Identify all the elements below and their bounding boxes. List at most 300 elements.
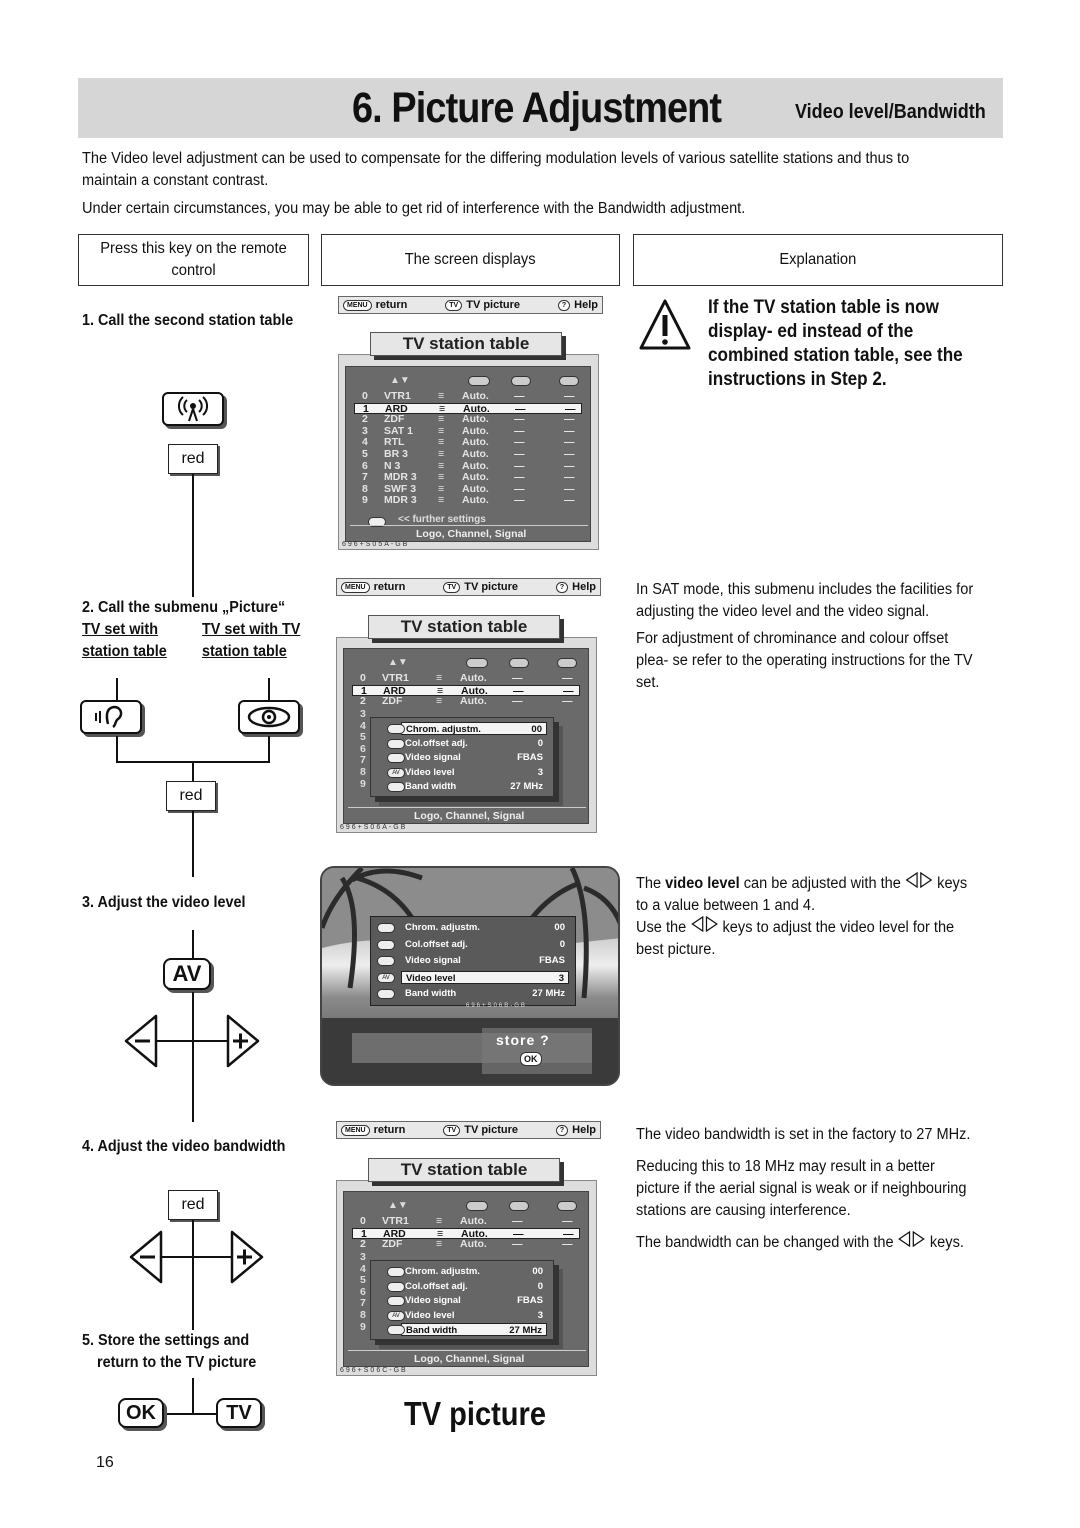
station-name: ZDF [384, 413, 405, 426]
signal-icon: ≡ [436, 695, 441, 708]
station-number: 3 [360, 1251, 366, 1263]
menu-item-value: 0 [559, 938, 565, 950]
intro-paragraph-1: The Video level adjustment can be used to compensate for the differing modulation levels of various satellite stations and thus to maintain a constant contrast. [82, 150, 910, 189]
blue-key-icon [387, 782, 405, 792]
menu-item-label: Band width [406, 1325, 458, 1336]
explanation-2b: For adjustment of chrominance and colour offset plea- se refer to the operating instructions for the TV set. [636, 630, 973, 691]
station-value-b: — [562, 1238, 573, 1251]
station-value-b: — [565, 402, 576, 415]
station-value-b: — [563, 1227, 574, 1240]
station-value-a: — [512, 1238, 523, 1251]
menu-item-value: 0 [537, 737, 543, 749]
picture-key[interactable] [238, 700, 300, 734]
menu-item-value: 27 MHz [532, 988, 565, 999]
menu-item-value: 3 [537, 766, 543, 778]
station-value-b: — [564, 448, 575, 460]
menu-item-label: Col.offset adj. [405, 938, 468, 950]
help-key-icon: ? [556, 1125, 568, 1136]
step-4-label: 4. Adjust the video bandwidth [82, 1138, 286, 1155]
connector-line [192, 474, 194, 597]
tv-picture-label: TV picture [466, 299, 521, 311]
av-icon: AV [387, 1311, 405, 1321]
station-mode: Auto. [462, 494, 489, 507]
menu-item-label: Band width [405, 988, 457, 999]
signal-icon: ≡ [438, 436, 443, 449]
station-row [354, 391, 582, 403]
station-mode: Auto. [463, 402, 490, 415]
sound-icon [387, 1282, 405, 1292]
sound-icon [377, 940, 395, 950]
station-table-rows [346, 391, 590, 511]
station-name: ARD [383, 684, 406, 697]
station-number: 4 [360, 1262, 366, 1275]
connector-line [192, 992, 194, 1122]
column-header-key-text: Press this key on the remote control [100, 240, 287, 279]
red-key-2[interactable]: red [166, 781, 216, 811]
menu-item-value: 27 MHz [510, 781, 543, 792]
tv-key-icon: TV [443, 582, 460, 593]
sort-arrows: ▲▼ [390, 375, 410, 386]
station-mode: Auto. [462, 390, 489, 402]
picture-menu-row [401, 1294, 547, 1307]
signal-icon: ≡ [436, 672, 441, 684]
menu-key-icon: MENU [341, 1125, 370, 1136]
picture-menu-row [401, 1265, 547, 1278]
screen-4-topbar [336, 1121, 601, 1139]
step-2-option-b-line1: TV set with TV [202, 621, 301, 638]
station-value-a: — [515, 402, 526, 415]
menu-item-value: 00 [531, 724, 542, 735]
station-number: 1 [361, 1227, 367, 1240]
step-2-option-a-line1: TV set with [82, 621, 159, 638]
text-run-bold: video level [665, 875, 740, 892]
signal-icon: ≡ [438, 459, 443, 472]
explanation-4b: Reducing this to 18 MHz may result in a better picture if the aerial signal is weak or if neighbouring stations are causing interference. [636, 1158, 967, 1219]
satellite-dish-icon [178, 395, 208, 423]
picture-menu-row [401, 1280, 547, 1293]
station-table-1 [345, 366, 591, 542]
connector-line [116, 736, 118, 762]
station-name: SAT 1 [384, 424, 413, 437]
sort-arrows: ▲▼ [388, 1200, 408, 1211]
connector-line [192, 811, 194, 877]
station-mode: Auto. [462, 436, 489, 449]
left-arrow-key[interactable] [122, 1014, 160, 1073]
menu-item-value: FBAS [517, 752, 543, 763]
column-header-explanation [633, 234, 1003, 286]
sort-arrows: ▲▼ [388, 657, 408, 668]
connector-line [268, 678, 270, 700]
station-number: 7 [362, 471, 368, 484]
ok-key-icon: OK [520, 1052, 542, 1066]
text-run: can be adjusted with the [739, 875, 905, 892]
station-number: 1 [361, 684, 367, 697]
av-icon: AV [377, 973, 395, 983]
satellite-key[interactable] [162, 392, 224, 426]
picture-column-icon [468, 376, 490, 386]
picture-menu-row [401, 987, 569, 1000]
station-table-4 [343, 1191, 589, 1367]
screen-1-title: TV station table [370, 332, 562, 356]
explanation-3b [636, 916, 980, 961]
menu-item-value: 0 [537, 1280, 543, 1292]
eye-icon [377, 923, 395, 933]
sound-column-icon [509, 1201, 529, 1211]
signal-icon: ≡ [438, 471, 443, 484]
menu-item-label: Col.offset adj. [405, 1280, 468, 1292]
warning-text: If the TV station table is now display- ed instead of the combined station table, see the instructions in Step 2. [708, 297, 963, 390]
station-number: 0 [360, 672, 366, 684]
page-title: 6. Picture Adjustment [352, 84, 722, 132]
text-run: The bandwidth can be changed with the [636, 1234, 898, 1251]
station-value-b: — [564, 459, 575, 472]
sound-key[interactable] [80, 700, 142, 734]
av-icon: AV [387, 768, 405, 778]
connector-line [268, 736, 270, 762]
menu-key-icon: MENU [341, 582, 370, 593]
signal-icon: ≡ [436, 1215, 441, 1227]
station-value-a: — [514, 471, 525, 484]
page-number: 16 [96, 1454, 114, 1471]
menu-item-label: Chrom. adjustm. [405, 1266, 480, 1277]
station-name: ZDF [382, 1238, 403, 1251]
divider [350, 525, 588, 526]
station-value-b: — [564, 413, 575, 426]
screen-1-topbar [338, 296, 603, 314]
step-2-option-b-line2: station table [202, 643, 287, 660]
station-value-a: — [513, 684, 524, 697]
station-number: 4 [360, 719, 366, 732]
connector-line [192, 1378, 194, 1414]
connector-line [160, 1256, 232, 1258]
figure-code-3: 696+S06B-GB [466, 1003, 527, 1009]
station-value-a: — [512, 672, 523, 684]
station-row [354, 449, 582, 461]
station-value-a: — [514, 482, 525, 495]
station-number: 8 [360, 766, 366, 778]
picture-menu-row [401, 722, 547, 735]
menu-item-label: Col.offset adj. [405, 737, 468, 749]
sound-icon [387, 739, 405, 749]
station-mode: Auto. [462, 448, 489, 460]
logo-channel-signal-label: Logo, Channel, Signal [416, 528, 527, 540]
station-number: 8 [362, 482, 368, 495]
step-3-label: 3. Adjust the video level [82, 894, 246, 911]
signal-icon: ≡ [438, 413, 443, 426]
menu-item-value: 27 MHz [509, 1325, 542, 1336]
station-mode: Auto. [462, 482, 489, 495]
tv-picture-preview [320, 866, 620, 1086]
station-mode: Auto. [462, 413, 489, 426]
tv-picture-label: TV picture [464, 1124, 519, 1136]
station-value-a: — [514, 459, 525, 472]
figure-code-4: 696+S06C-GB [340, 1367, 408, 1374]
return-label: return [373, 1124, 406, 1136]
red-key-1[interactable]: red [168, 444, 218, 474]
station-number: 2 [360, 1238, 366, 1251]
station-value-a: — [514, 494, 525, 507]
explanation-3a [636, 872, 980, 917]
column-header-key [78, 234, 309, 286]
left-right-keys-icon [898, 1231, 926, 1247]
minus-arrow-icon [127, 1230, 165, 1284]
picture-menu-row [401, 954, 569, 967]
station-number: 5 [360, 731, 366, 744]
menu-key-icon: MENU [343, 300, 372, 311]
picture-menu-row [401, 1309, 547, 1322]
left-right-keys-icon [690, 916, 718, 932]
station-number: 3 [362, 424, 368, 437]
explanation-2a: In SAT mode, this submenu includes the facilities for adjusting the video level and the video signal. [636, 581, 974, 620]
station-number: 9 [360, 777, 366, 790]
step-2-label: 2. Call the submenu „Picture“ [82, 599, 286, 616]
ear-sound-icon [94, 704, 128, 730]
menu-item-label: Chrom. adjustm. [406, 724, 481, 735]
signal-icon: ≡ [438, 482, 443, 495]
station-number: 5 [360, 1274, 366, 1287]
station-name: RTL [384, 436, 405, 449]
av-key[interactable]: AV [163, 958, 211, 990]
picture-column-icon [466, 658, 488, 668]
connector-line [116, 678, 118, 700]
satellite-column-icon [559, 376, 579, 386]
right-arrow-key[interactable] [224, 1014, 262, 1073]
picture-menu-row [401, 938, 569, 951]
page-subtitle: Video level/Bandwidth [795, 101, 986, 123]
red-key-3[interactable]: red [168, 1190, 218, 1220]
signal-icon: ≡ [438, 494, 443, 507]
station-value-a: — [513, 1227, 524, 1240]
step-5-label-line1: 5. Store the settings and [82, 1332, 250, 1349]
figure-code-1: 696+S05A-GB [342, 541, 410, 548]
column-header-screen [321, 234, 620, 286]
text-run: keys to a value between 1 and 4. [636, 875, 968, 914]
screen-2-title: TV station table [368, 615, 560, 639]
station-value-b: — [564, 390, 575, 402]
menu-item-label: Video level [405, 766, 455, 778]
station-number: 0 [362, 390, 368, 402]
station-value-b: — [562, 695, 573, 708]
signal-icon: ≡ [439, 402, 444, 415]
text-run: keys. [925, 1234, 964, 1251]
menu-item-value: 3 [558, 972, 564, 984]
tv-key-icon: TV [445, 300, 462, 311]
station-value-b: — [563, 684, 574, 697]
picture-menu-row [401, 780, 547, 793]
ok-key[interactable]: OK [118, 1398, 164, 1428]
station-name: ARD [385, 402, 408, 415]
station-number: 0 [360, 1215, 366, 1227]
station-row [352, 1239, 580, 1251]
picture-menu-row [401, 1323, 547, 1336]
station-number: 7 [360, 1297, 366, 1310]
station-number: 2 [362, 413, 368, 426]
menu-item-value: FBAS [539, 955, 565, 966]
blue-key-icon [387, 1325, 405, 1335]
station-name: BR 3 [384, 448, 408, 460]
connector-line [192, 930, 194, 958]
station-number: 6 [360, 1285, 366, 1298]
picture-menu-row [401, 971, 569, 984]
column-header-explanation-text: Explanation [779, 251, 857, 268]
text-run: The [636, 875, 666, 892]
station-number: 9 [362, 494, 368, 507]
menu-item-label: Video signal [405, 955, 461, 966]
station-value-a: — [512, 695, 523, 708]
step-1-label: 1. Call the second station table [82, 312, 294, 329]
station-number: 6 [360, 742, 366, 755]
satellite-column-icon [557, 1201, 577, 1211]
picture-column-icon [466, 1201, 488, 1211]
station-value-b: — [564, 424, 575, 437]
tv-key-icon: TV [443, 1125, 460, 1136]
connector-line [164, 1413, 218, 1415]
signal-icon: ≡ [438, 390, 443, 402]
signal-icon: ≡ [438, 448, 443, 460]
station-number: 8 [360, 1309, 366, 1321]
menu-item-value: 3 [537, 1309, 543, 1321]
station-number: 7 [360, 754, 366, 767]
station-table-header [344, 1200, 588, 1214]
picture-submenu-overlay [370, 916, 576, 1009]
figure-code-2: 696+S06A-GB [340, 824, 408, 831]
connector-line [192, 1220, 194, 1330]
divider [348, 807, 586, 808]
plus-arrow-icon [224, 1014, 262, 1068]
picture-submenu [370, 1260, 554, 1340]
text-run: keys to adjust the video level for the best picture. [636, 919, 955, 958]
station-row [352, 1216, 580, 1228]
connector-line [156, 1040, 228, 1042]
station-mode: Auto. [461, 684, 488, 697]
text-run: Use the [636, 919, 691, 936]
satellite-icon [387, 753, 405, 763]
sound-column-icon [509, 658, 529, 668]
menu-item-label: Video level [406, 972, 456, 984]
station-mode: Auto. [460, 1215, 487, 1227]
picture-submenu [370, 717, 554, 797]
logo-channel-signal-label: Logo, Channel, Signal [414, 810, 525, 822]
signal-icon: ≡ [438, 424, 443, 437]
station-row [352, 696, 580, 708]
station-value-a: — [514, 424, 525, 437]
picture-menu-row [401, 751, 547, 764]
warning-icon [638, 298, 692, 357]
station-table-header [344, 657, 588, 671]
station-value-b: — [562, 1215, 573, 1227]
left-right-keys-icon [905, 872, 933, 888]
explanation-4a: The video bandwidth is set in the factory to 27 MHz. [636, 1126, 971, 1143]
station-number: 9 [360, 1320, 366, 1333]
warning-triangle-icon [638, 298, 692, 352]
station-value-b: — [564, 482, 575, 495]
tv-picture-heading: TV picture [404, 1395, 546, 1432]
station-mode: Auto. [462, 471, 489, 484]
station-table-2 [343, 648, 589, 824]
station-value-b: — [564, 494, 575, 507]
station-name: MDR 3 [384, 494, 417, 507]
station-number: 2 [360, 695, 366, 708]
picture-menu-row [401, 766, 547, 779]
menu-item-label: Chrom. adjustm. [405, 922, 480, 933]
station-number: 5 [362, 448, 368, 460]
return-label: return [373, 581, 406, 593]
picture-menu-row [401, 737, 547, 750]
return-label: return [375, 299, 408, 311]
store-prompt [482, 1028, 592, 1074]
station-value-a: — [514, 436, 525, 449]
sound-column-icon [511, 376, 531, 386]
station-value-a: — [514, 413, 525, 426]
satellite-icon [387, 1296, 405, 1306]
divider [348, 1350, 586, 1351]
menu-item-value: FBAS [517, 1295, 543, 1306]
station-value-a: — [514, 448, 525, 460]
tv-key[interactable]: TV [216, 1398, 262, 1428]
screen-2-topbar [336, 578, 601, 596]
help-label: Help [572, 1124, 596, 1136]
station-number: 3 [360, 708, 366, 720]
step-5-label-line2: return to the TV picture [97, 1354, 257, 1371]
station-name: VTR1 [382, 672, 409, 684]
station-mode: Auto. [462, 459, 489, 472]
picture-menu-row [401, 921, 569, 934]
satellite-column-icon [557, 658, 577, 668]
logo-channel-signal-label: Logo, Channel, Signal [414, 1353, 525, 1365]
plus-arrow-icon [228, 1230, 266, 1284]
right-arrow-key[interactable] [228, 1230, 266, 1289]
station-name: SWF 3 [384, 482, 417, 495]
station-value-a: — [512, 1215, 523, 1227]
station-table-header [346, 375, 590, 389]
menu-item-label: Video level [405, 1309, 455, 1321]
menu-item-label: Video signal [405, 752, 461, 763]
menu-item-label: Video signal [405, 1295, 461, 1306]
station-mode: Auto. [460, 1238, 487, 1251]
help-label: Help [572, 581, 596, 593]
store-label: store ? [496, 1032, 550, 1048]
signal-icon: ≡ [436, 1238, 441, 1251]
tv-picture-label: TV picture [464, 581, 519, 593]
station-mode: Auto. [460, 695, 487, 708]
menu-item-label: Band width [405, 781, 457, 792]
minus-arrow-icon [122, 1014, 160, 1068]
blue-key-icon [377, 989, 395, 999]
satellite-icon [377, 956, 395, 966]
signal-icon: ≡ [437, 1227, 442, 1240]
screen-4-title: TV station table [368, 1158, 560, 1182]
left-arrow-key[interactable] [127, 1230, 165, 1289]
station-number: 1 [363, 402, 369, 415]
station-name: VTR1 [384, 390, 411, 402]
station-name: ARD [383, 1227, 406, 1240]
intro-paragraph-2: Under certain circumstances, you may be able to get rid of interference with the Bandwidth adjustment. [82, 200, 746, 217]
station-name: ZDF [382, 695, 403, 708]
further-settings-label: << further settings [398, 514, 486, 525]
help-key-icon: ? [556, 582, 568, 593]
station-value-b: — [564, 471, 575, 484]
menu-item-value: 00 [554, 922, 565, 933]
station-mode: Auto. [462, 424, 489, 437]
connector-line [192, 761, 194, 781]
signal-icon: ≡ [437, 684, 442, 697]
station-number: 4 [362, 436, 368, 449]
help-label: Help [574, 299, 598, 311]
station-name: VTR1 [382, 1215, 409, 1227]
explanation-4c [636, 1231, 980, 1254]
column-header-screen-text: The screen displays [405, 251, 536, 268]
help-key-icon: ? [558, 300, 570, 311]
